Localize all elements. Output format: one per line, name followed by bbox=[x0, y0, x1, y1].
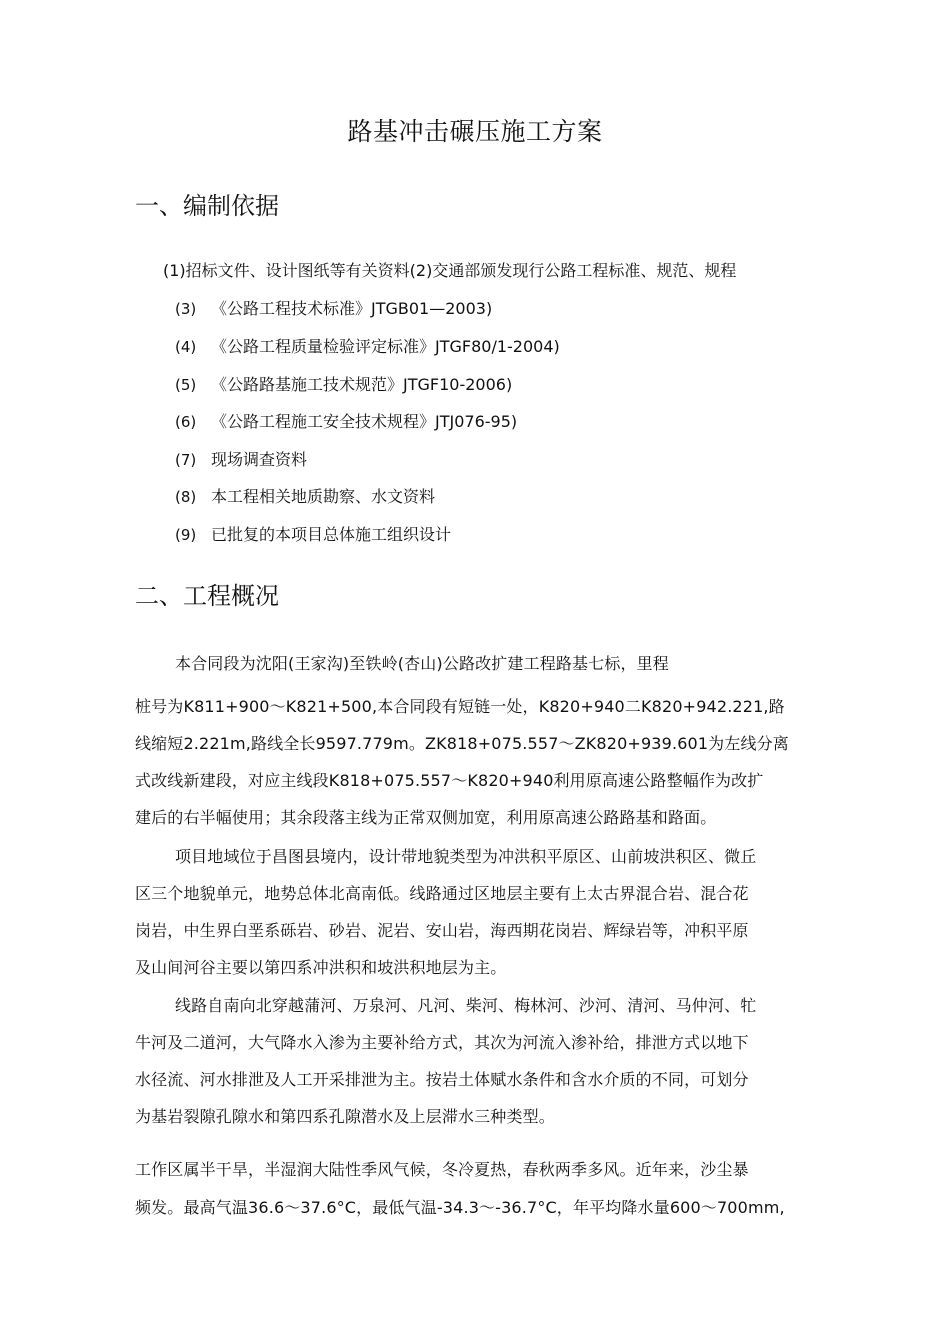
reference-item bbox=[175, 409, 517, 432]
paragraph-line: 本合同段为沈阳(王家沟)至铁岭(杏山)公路改扩建工程路基七标，里程 bbox=[175, 654, 669, 673]
reference-text: 现场调查资料 bbox=[211, 450, 308, 469]
section-heading-basis: 一、编制依据 bbox=[135, 192, 279, 220]
reference-item bbox=[175, 334, 560, 357]
paragraph-line: 式改线新建段，对应主线段K818+075.557〜K820+940利用原高速公路整幅作为改扩 bbox=[135, 771, 764, 790]
reference-number: (7) bbox=[175, 451, 197, 469]
reference-text: 本工程相关地质勘察、水文资料 bbox=[211, 487, 436, 506]
reference-number: (5) bbox=[175, 376, 197, 394]
paragraph-line: 项目地域位于昌图县境内，设计带地貌类型为冲洪积平原区、山前坡洪积区、微丘 bbox=[175, 847, 757, 866]
reference-item bbox=[175, 522, 451, 545]
paragraph-line: 频发。最高气温36.6〜37.6°C，最低气温-34.3〜-36.7°C，年平均降水量600〜700mm, bbox=[135, 1198, 785, 1217]
paragraph-line: 工作区属半干旱，半湿润大陆性季风气候，冬冷夏热，春秋两季多风。近年来，沙尘暴 bbox=[135, 1160, 749, 1179]
reference-number: (4) bbox=[175, 338, 197, 356]
paragraph-line: 为基岩裂隙孔隙水和第四系孔隙潜水及上层滞水三种类型。 bbox=[135, 1107, 555, 1126]
paragraph-line: 区三个地貌单元，地势总体北高南低。线路通过区地层主要有上太古界混合岩、混合花 bbox=[135, 884, 749, 903]
document-title: 路基冲击碾压施工方案 bbox=[347, 117, 603, 146]
paragraph-line: 线缩短2.221m,路线全长9597.779m。ZK818+075.557〜ZK820+939.601为左线分离 bbox=[135, 734, 789, 753]
reference-item bbox=[175, 484, 435, 507]
paragraph-line: 水径流、河水排泄及人工开采排泄为主。按岩土体赋水条件和含水介质的不同，可划分 bbox=[135, 1070, 749, 1089]
paragraph-line: 线路自南向北穿越蒲河、万泉河、凡河、柴河、梅林河、沙河、清河、马仲河、牤 bbox=[175, 996, 757, 1015]
reference-number: (3) bbox=[175, 300, 197, 318]
reference-text: 《公路工程质量检验评定标准》JTGF80/1-2004) bbox=[211, 337, 560, 356]
paragraph-line: 建后的右半幅使用；其余段落主线为正常双侧加宽，利用原高速公路路基和路面。 bbox=[135, 808, 717, 827]
reference-text: 《公路工程技术标准》JTGB01—2003) bbox=[211, 299, 493, 318]
paragraph-line: 牛河及二道河，大气降水入渗为主要补给方式，其次为河流入渗补给，排泄方式以地下 bbox=[135, 1033, 749, 1052]
reference-text: 已批复的本项目总体施工组织设计 bbox=[211, 525, 452, 544]
reference-text: 《公路路基施工技术规范》JTGF10-2006) bbox=[211, 375, 513, 394]
section-heading-overview: 二、工程概况 bbox=[135, 582, 279, 610]
paragraph-line: 桩号为K811+900〜K821+500,本合同段有短链一处，K820+940二K820+942.221,路 bbox=[135, 697, 785, 716]
paragraph-line: 及山间河谷主要以第四系冲洪积和坡洪积地层为主。 bbox=[135, 958, 507, 977]
reference-number: (9) bbox=[175, 526, 197, 544]
reference-item-1-2: (1)招标文件、设计图纸等有关资料(2)交通部颁发现行公路工程标准、规范、规程 bbox=[163, 261, 737, 280]
paragraph-line: 岗岩，中生界白垩系砾岩、砂岩、泥岩、安山岩，海西期花岗岩、辉绿岩等，冲积平原 bbox=[135, 921, 749, 940]
reference-item bbox=[175, 447, 307, 470]
reference-item bbox=[175, 296, 492, 319]
reference-text: 《公路工程施工安全技术规程》JTJ076-95) bbox=[211, 412, 518, 431]
reference-item bbox=[175, 372, 512, 395]
reference-number: (6) bbox=[175, 413, 197, 431]
reference-number: (8) bbox=[175, 488, 197, 506]
